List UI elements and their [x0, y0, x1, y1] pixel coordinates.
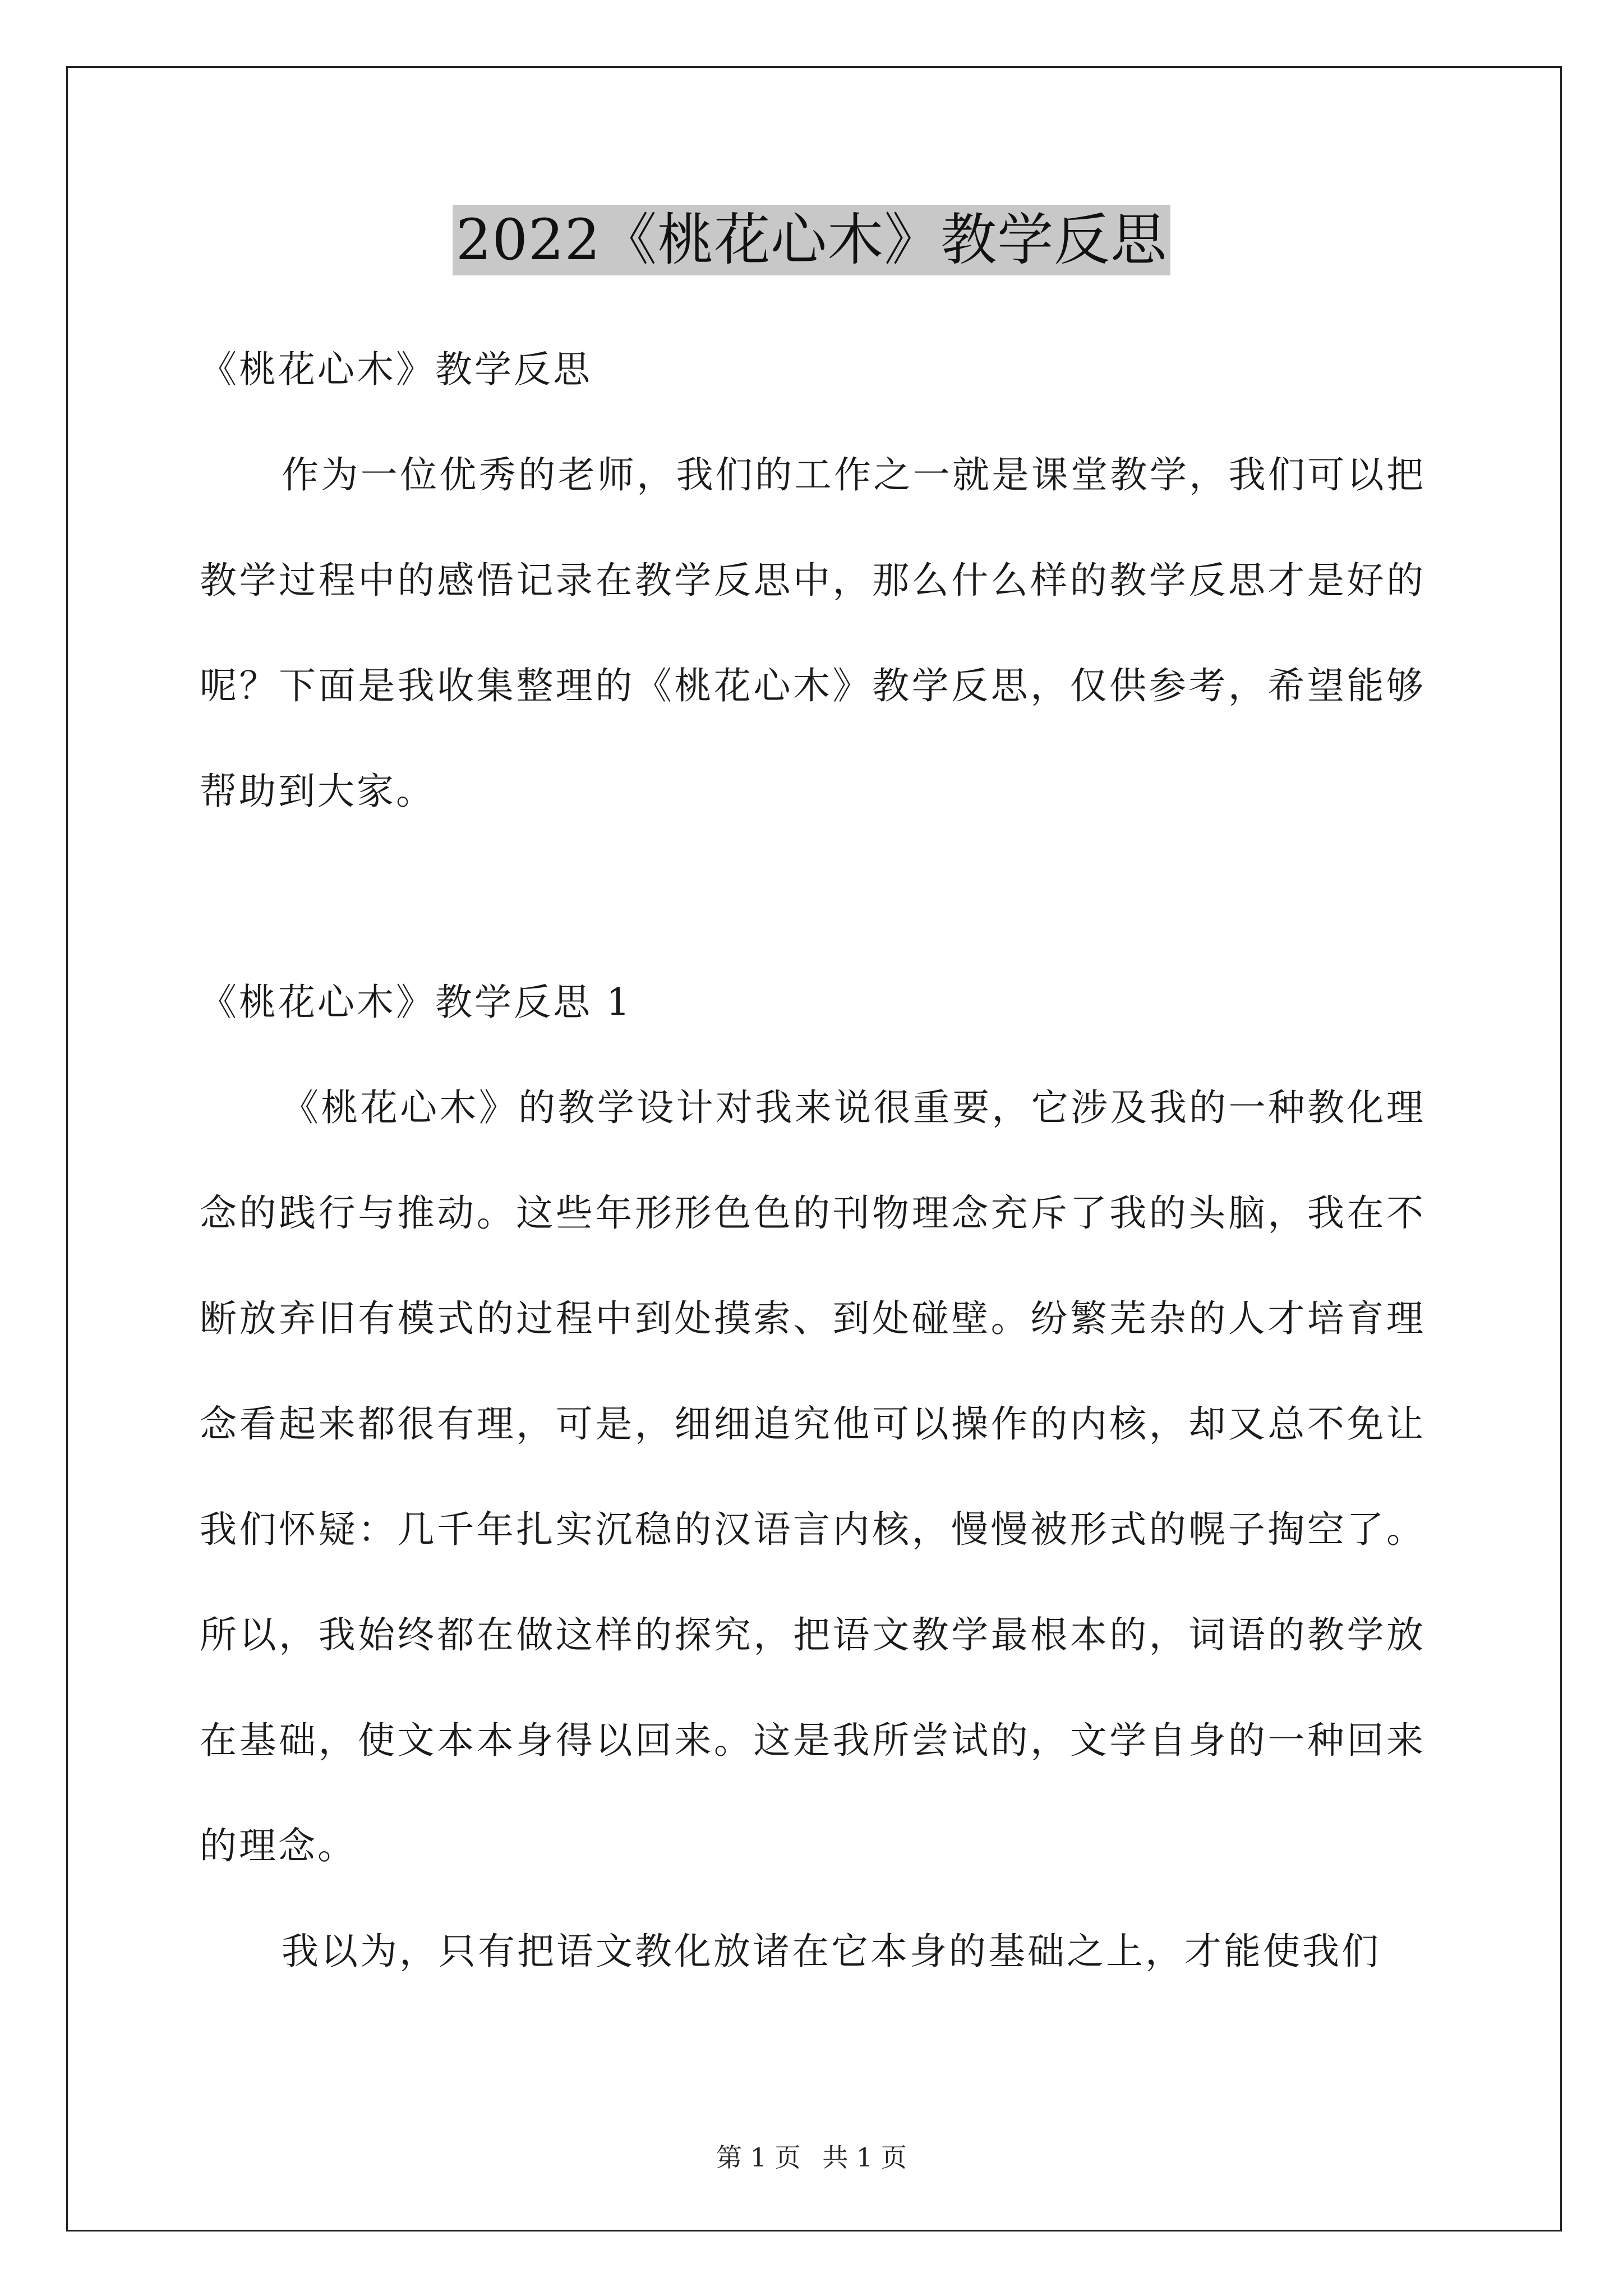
section-gap [200, 844, 1426, 950]
page-footer [0, 2137, 1623, 2174]
title-container [0, 205, 1623, 275]
document-subtitle: 《桃花心木》教学反思 [200, 348, 592, 391]
body-paragraph: 我以为，只有把语文教化放诸在它本身的基础之上，才能使我们 [282, 1930, 1381, 1973]
intro-paragraph: 作为一位优秀的老师，我们的工作之一就是课堂教学，我们可以把教学过程中的感悟记录在教学反思中，那么什么样的教学反思才是好的呢？下面是我收集整理的《桃花心木》教学反思，仅供参考，希望能够帮助到大家。 [200, 453, 1426, 813]
document-title: 2022《桃花心木》教学反思 [453, 205, 1171, 275]
page-number: 第 1 页 [716, 2142, 801, 2173]
page-total: 共 1 页 [822, 2142, 907, 2173]
body-paragraph: 《桃花心木》的教学设计对我来说很重要，它涉及我的一种教化理念的践行与推动。这些年形形色色的刊物理念充斥了我的头脑，我在不断放弃旧有模式的过程中到处摸索、到处碰壁。纷繁芜杂的人才培育理念看起来都很有理，可是，细细追究他可以操作的内核，却又总不免让我们怀疑：几千年扎实沉稳的汉语言内核，慢慢被形式的幌子掏空了。所以，我始终都在做这样的探究，把语文教学最根本的，词语的教学放在基础，使文本本身得以回来。这是我所尝试的，文学自身的一种回来的理念。 [200, 1086, 1426, 1867]
document-body [200, 317, 1426, 2004]
section-heading: 《桃花心木》教学反思 1 [200, 981, 632, 1024]
